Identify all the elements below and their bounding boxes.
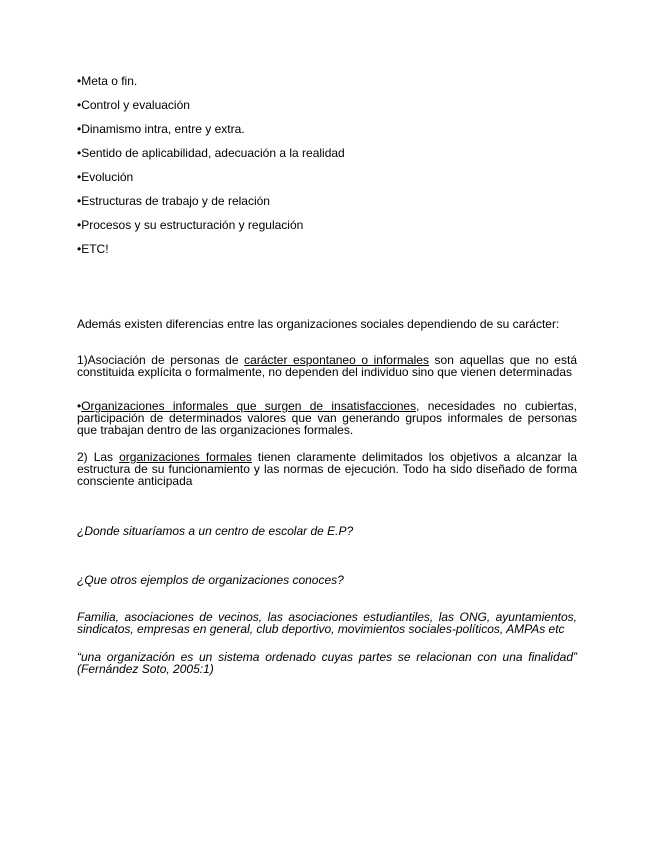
list-item: •Estructuras de trabajo y de relación: [77, 194, 270, 208]
text-run: , necesidades no cubiertas, participación de determinados valores que van generando grupos informales de personas que trabajan dentro de las organizaciones formales.: [77, 399, 578, 437]
list-item: •ETC!: [77, 242, 109, 256]
question-school: ¿Donde situaríamos a un centro de escolar de E.P?: [77, 524, 354, 538]
list-item: •Procesos y su estructuración y regulación: [77, 218, 304, 232]
intro-paragraph: Además existen diferencias entre las organizaciones sociales dependiendo de su carácter:: [77, 317, 560, 331]
text-run: son aquellas que no está constituida explícita o formalmente, no dependen del individuo sino que vienen determinadas: [77, 353, 577, 379]
examples-paragraph: Familia, asociaciones de vecinos, las asociaciones estudiantiles, las ONG, ayuntamientos, sindicatos, empresas en general, club deportivo, movimientos sociales-políticos, AMPAs etc: [77, 610, 577, 636]
list-item: •Sentido de aplicabilidad, adecuación a la realidad: [77, 146, 345, 160]
underlined-term: carácter espontaneo o informales: [244, 353, 429, 367]
underlined-term: organizaciones formales: [119, 450, 252, 464]
list-item: •Evolución: [77, 170, 134, 184]
text-run: 2) Las: [77, 450, 120, 464]
informal-groups-paragraph: [77, 400, 577, 436]
formal-organizations-paragraph: [77, 451, 577, 487]
underlined-term: Organizaciones informales que surgen de insatisfacciones: [81, 399, 417, 413]
characteristics-list: [77, 74, 577, 266]
informal-organizations-paragraph: [77, 354, 577, 378]
list-item: •Meta o fin.: [77, 74, 138, 88]
definition-quote: “una organización es un sistema ordenado cuyas partes se relacionan con una finalidad” (Fernández Soto, 2005:1): [77, 650, 577, 676]
list-item: •Dinamismo intra, entre y extra.: [77, 122, 245, 136]
text-run: 1)Asociación de personas de: [77, 353, 245, 367]
text-run: •: [77, 399, 82, 413]
text-run: tienen claramente delimitados los objetivos a alcanzar la estructura de su funcionamiento y las normas de ejecución. Todo ha sido diseñado de forma consciente anticipada: [77, 450, 577, 488]
list-item: •Control y evaluación: [77, 98, 190, 112]
question-examples: ¿Que otros ejemplos de organizaciones conoces?: [77, 573, 344, 587]
